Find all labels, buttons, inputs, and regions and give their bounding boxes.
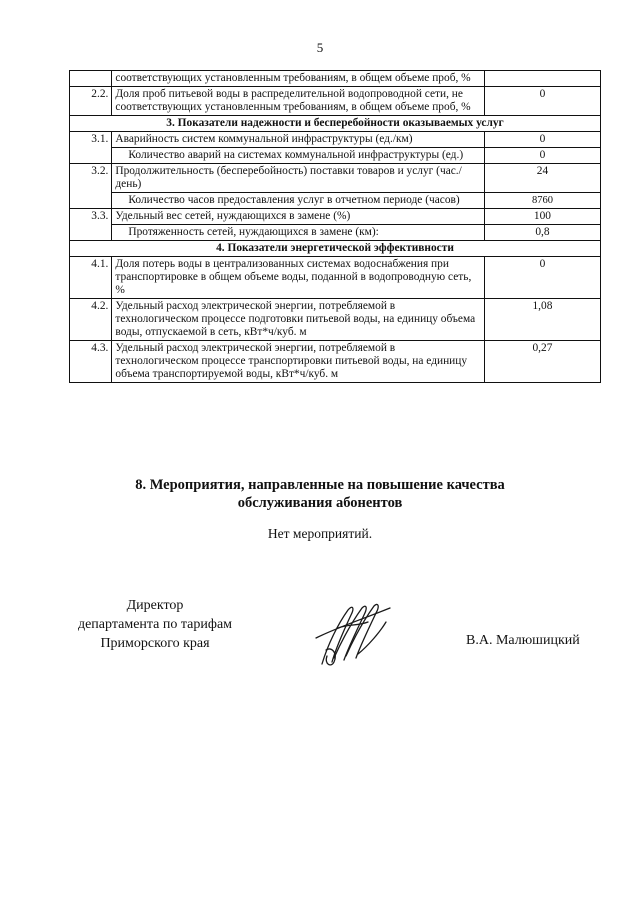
table-row: [70, 71, 601, 87]
table-section-row: [70, 116, 601, 132]
table-row: [70, 257, 601, 299]
row-description: Удельный расход электрической энергии, потребляемой в технологическом процессе подготовки питьевой воды, на единицу объема воды, отпускаемой в сеть, кВт*ч/куб. м: [112, 299, 485, 341]
row-number: 3.3.: [70, 209, 112, 241]
table-row: [70, 132, 601, 148]
no-measures-text: Нет мероприятий.: [267, 526, 373, 541]
row-value: 0: [484, 87, 600, 116]
row-number: 3.2.: [70, 164, 112, 209]
row-number: 4.3.: [70, 341, 112, 383]
row-number: 4.2.: [70, 299, 112, 341]
subrow-value: 0: [484, 148, 600, 164]
row-number: 4.1.: [70, 257, 112, 299]
table-subrow: [70, 225, 601, 241]
section-8-heading-line2: обслуживания абонентов: [237, 495, 403, 511]
row-value: 1,08: [484, 299, 600, 341]
subrow-description: Количество часов предоставления услуг в отчетном периоде (часов): [112, 193, 485, 209]
signatory-title-line2: департамента по тарифам: [77, 617, 233, 632]
row-description: соответствующих установленным требованиям, в общем объеме проб, %: [112, 71, 485, 87]
row-description: Аварийность систем коммунальной инфраструктуры (ед./км): [112, 132, 485, 148]
table-row: [70, 164, 601, 193]
row-description: Удельный вес сетей, нуждающихся в замене (%): [112, 209, 485, 225]
row-description: Доля проб питьевой воды в распределительной водопроводной сети, не соответствующих установленным требованиям, в общем объеме проб, %: [112, 87, 485, 116]
signatory-title-line3: Приморского края: [100, 636, 210, 651]
section-title: 3. Показатели надежности и бесперебойности оказываемых услуг: [70, 116, 601, 132]
table-subrow: [70, 148, 601, 164]
subrow-value: 8760: [484, 193, 600, 209]
row-description: Удельный расход электрической энергии, потребляемой в технологическом процессе транспортировки питьевой воды, на единицу объема транспортируемой воды, кВт*ч/куб. м: [112, 341, 485, 383]
signatory-title: [50, 596, 260, 653]
section-title: 4. Показатели энергетической эффективности: [70, 241, 601, 257]
row-value: 0: [484, 132, 600, 148]
table-row: [70, 87, 601, 116]
section-8-heading: [0, 476, 640, 512]
row-value: [484, 71, 600, 87]
row-number: 3.1.: [70, 132, 112, 164]
subrow-description: Количество аварий на системах коммунальной инфраструктуры (ед.): [112, 148, 485, 164]
row-description: Продолжительность (бесперебойность) поставки товаров и услуг (час./день): [112, 164, 485, 193]
subrow-description: Протяженность сетей, нуждающихся в замене (км):: [112, 225, 485, 241]
row-description: Доля потерь воды в централизованных системах водоснабжения при транспортировке в общем объеме воды, поданной в водопроводную сеть, %: [112, 257, 485, 299]
row-number: 2.2.: [70, 87, 112, 116]
table-subrow: [70, 193, 601, 209]
page-number: 5: [316, 40, 324, 55]
section-8-heading-line1: 8. Мероприятия, направленные на повышение качества: [135, 477, 505, 493]
table-row: [70, 341, 601, 383]
table-section-row: [70, 241, 601, 257]
subrow-value: 0,8: [484, 225, 600, 241]
table-row: [70, 299, 601, 341]
table-row: [70, 209, 601, 225]
row-value: 24: [484, 164, 600, 193]
row-value: 100: [484, 209, 600, 225]
handwritten-signature: [308, 598, 398, 673]
signatory-title-line1: Директор: [126, 598, 184, 613]
row-value: 0,27: [484, 341, 600, 383]
row-value: 0: [484, 257, 600, 299]
row-number: [70, 71, 112, 87]
signatory-name: В.А. Малюшицкий: [466, 633, 580, 648]
indicators-table: [69, 70, 601, 383]
